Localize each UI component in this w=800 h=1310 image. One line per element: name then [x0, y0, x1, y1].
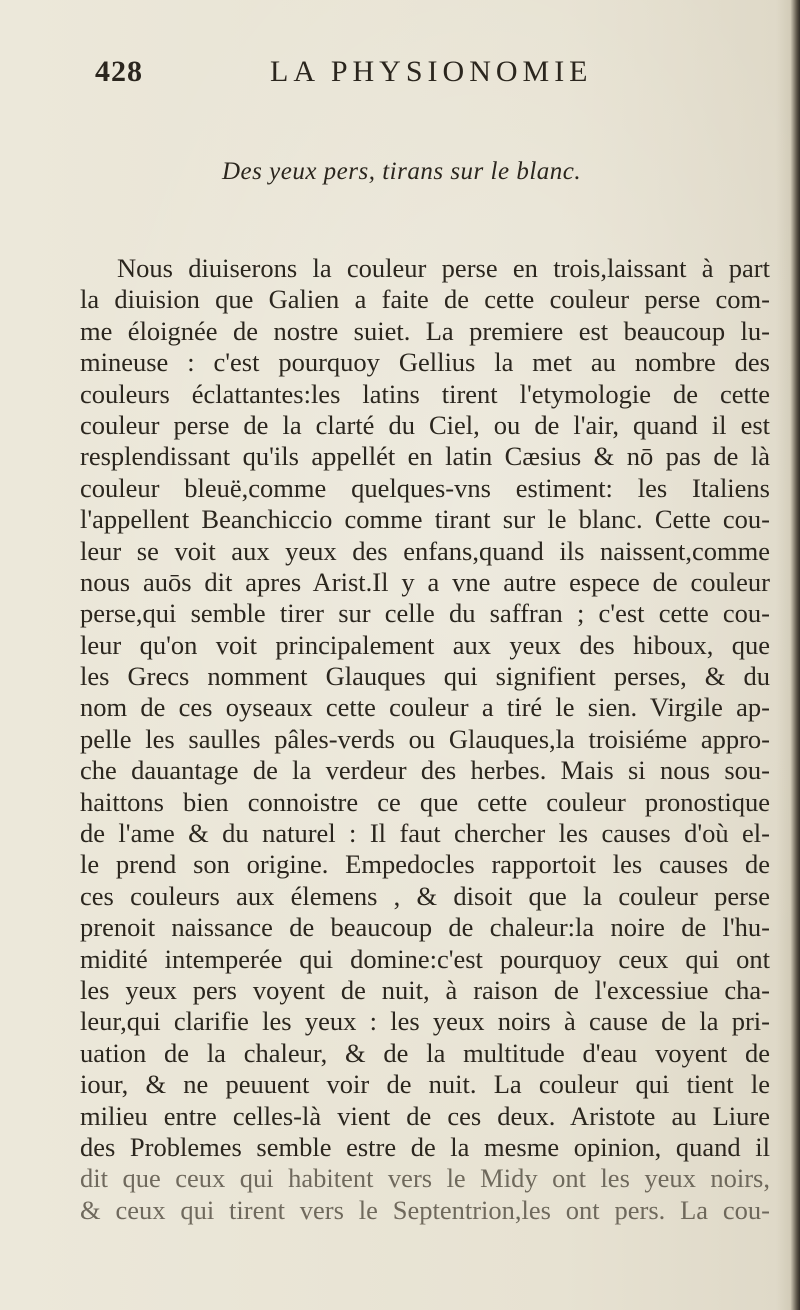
- text-line: nous auōs dit apres Arist.Il y a vne autre espece de couleur: [80, 566, 770, 597]
- page-header: [95, 50, 665, 100]
- page-number: 428: [95, 55, 143, 88]
- text-line: midité intemperée qui domine:c'est pourquoy ceux qui ont: [80, 943, 770, 974]
- text-line: les Grecs nomment Glauques qui signifient perses, & du: [80, 661, 770, 692]
- text-line: ces couleurs aux élemens , & disoit que la couleur perse: [80, 880, 770, 911]
- running-title: LA PHYSIONOMIE: [270, 55, 593, 88]
- text-line: le prend son origine. Empedocles rapportoit les causes de: [80, 849, 770, 880]
- text-line: Nous diuiserons la couleur perse en trois,laissant à part: [117, 253, 770, 283]
- text-line: resplendissant qu'ils appellét en latin Cæsius & nō pas de là: [80, 441, 770, 472]
- text-line: l'appellent Beanchiccio comme tirant sur le blanc. Cette cou-: [80, 504, 770, 535]
- text-line: nom de ces oyseaux cette couleur a tiré le sien. Virgile ap-: [80, 692, 770, 723]
- text-line: mineuse : c'est pourquoy Gellius la met au nombre des: [80, 347, 770, 378]
- text-line: haittons bien connoistre ce que cette couleur pronostique: [80, 786, 770, 817]
- page-edge-shadow: [790, 0, 800, 1310]
- text-line: & ceux qui tirent vers le Septentrion,les ont pers. La cou-: [80, 1194, 770, 1225]
- body-text: [80, 253, 770, 1226]
- text-line: prenoit naissance de beaucoup de chaleur:la noire de l'hu-: [80, 912, 770, 943]
- section-title: Des yeux pers, tirans sur le blanc.: [222, 158, 582, 185]
- text-line: couleur perse de la clarté du Ciel, ou de l'air, quand il est: [80, 409, 770, 440]
- text-line: milieu entre celles-là vient de ces deux. Aristote au Liure: [80, 1100, 770, 1131]
- text-line: uation de la chaleur, & de la multitude d'eau voyent de: [80, 1037, 770, 1068]
- text-line: couleur bleuë,comme quelques-vns estiment: les Italiens: [80, 472, 770, 503]
- text-line: iour, & ne peuuent voir de nuit. La couleur qui tient le: [80, 1069, 770, 1100]
- text-line: couleurs éclattantes:les latins tirent l'etymologie de cette: [80, 378, 770, 409]
- text-line: de l'ame & du naturel : Il faut chercher les causes d'où el-: [80, 818, 770, 849]
- text-line: des Problemes semble estre de la mesme opinion, quand il: [80, 1131, 770, 1162]
- text-line: pelle les saulles pâles-verds ou Glauques,la troisiéme appro-: [80, 723, 770, 754]
- text-line: leur,qui clarifie les yeux : les yeux noirs à cause de la pri-: [80, 1006, 770, 1037]
- text-line: leur qu'on voit principalement aux yeux des hiboux, que: [80, 629, 770, 660]
- text-line: dit que ceux qui habitent vers le Midy ont les yeux noirs,: [80, 1163, 770, 1194]
- text-line: les yeux pers voyent de nuit, à raison de l'excessiue cha-: [80, 974, 770, 1005]
- text-line: leur se voit aux yeux des enfans,quand ils naissent,comme: [80, 535, 770, 566]
- text-line: la diuision que Galien a faite de cette couleur perse com-: [80, 284, 770, 315]
- text-line: me éloignée de nostre suiet. La premiere est beaucoup lu-: [80, 315, 770, 346]
- text-line: che dauantage de la verdeur des herbes. Mais si nous sou-: [80, 755, 770, 786]
- text-line: perse,qui semble tirer sur celle du saffran ; c'est cette cou-: [80, 598, 770, 629]
